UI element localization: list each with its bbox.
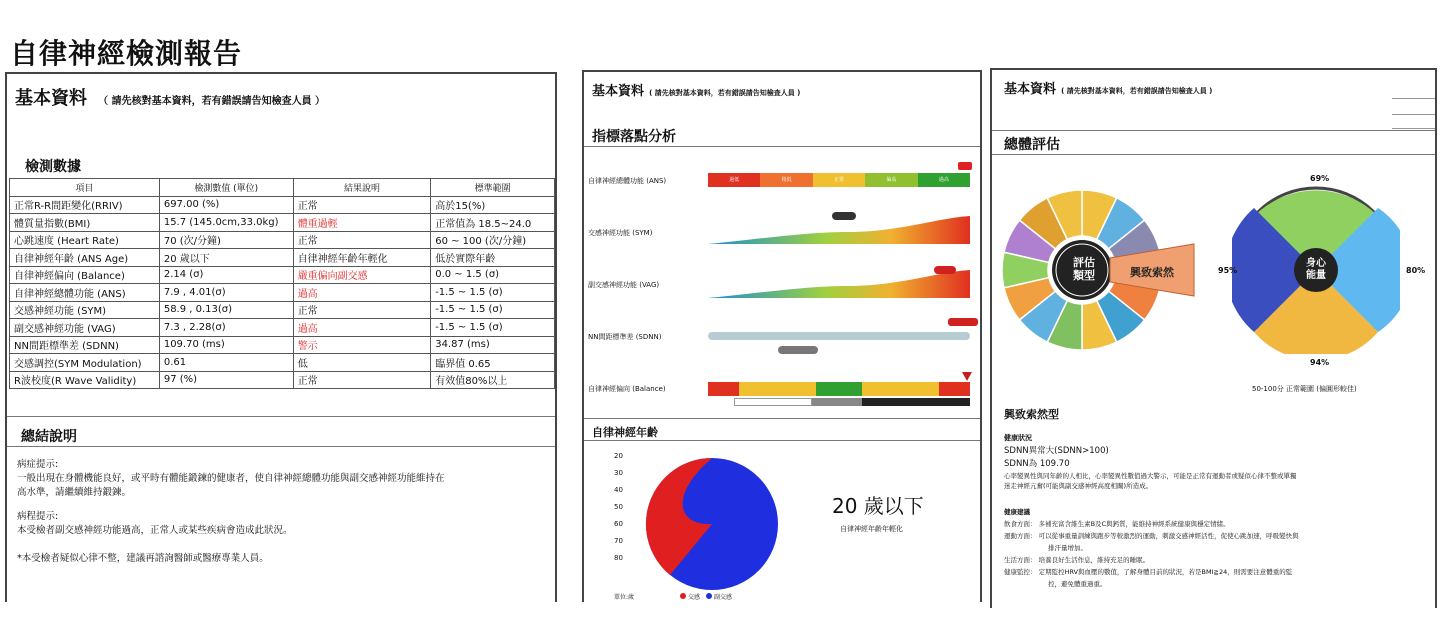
data-heading: 檢測數據	[25, 159, 81, 175]
table-cell: 有效值80%以上	[431, 371, 555, 389]
table-cell: 正常	[293, 371, 431, 389]
data-table	[9, 178, 555, 389]
ans-bar	[708, 173, 970, 187]
table-header: 標準範圍	[431, 179, 555, 197]
advice-line: 排汗量增加。	[1048, 544, 1087, 552]
age-tick: 20	[614, 452, 623, 460]
table-cell: 臨界值 0.65	[431, 354, 555, 372]
summary-line: 病症提示:	[17, 459, 59, 470]
assessment-wheel	[998, 180, 1228, 360]
age-pie	[638, 456, 786, 592]
ans-bar-seg: 過高	[918, 173, 970, 187]
ans-bar-seg: 偏高	[865, 173, 917, 187]
wheel-center: 評估類型	[1073, 256, 1095, 282]
metric-label-sym: 交感神經功能 (SYM)	[588, 229, 653, 237]
sym-marker	[832, 212, 856, 220]
range-caption: 50-100分 正常範圍 (偏圓形較佳)	[1252, 385, 1357, 393]
table-cell: 正常	[293, 231, 431, 249]
table-row	[10, 301, 555, 319]
overall-assessment-panel	[990, 68, 1437, 608]
table-row	[10, 319, 555, 337]
summary-line: *本受檢者疑似心律不整，建議再諮詢醫師或醫療專業人員。	[17, 553, 269, 564]
table-cell: 97 (%)	[159, 371, 293, 389]
legend-sym: 交感	[688, 594, 701, 601]
age-heading: 自律神經年齡	[592, 426, 658, 439]
summary-line: 高水準，請繼續維持鍛鍊。	[17, 487, 132, 498]
table-cell: 過高	[293, 319, 431, 337]
table-cell: 體重過輕	[293, 214, 431, 232]
basic-info-note: ( 請先核對基本資料，若有錯誤請告知檢查人員 )	[1061, 87, 1213, 95]
metric-label-ans: 自律神經總體功能 (ANS)	[588, 177, 667, 185]
pct-left: 95%	[1218, 266, 1238, 275]
table-row	[10, 371, 555, 389]
table-cell: -1.5 ~ 1.5 (σ)	[431, 319, 555, 337]
table-cell: 自律神經偏向 (Balance)	[10, 266, 160, 284]
table-cell: 正常	[293, 301, 431, 319]
type-heading: 興致索然型	[1004, 408, 1059, 421]
age-caption: 自律神經年齡年輕化	[840, 525, 903, 533]
table-cell: 嚴重偏向副交感	[293, 266, 431, 284]
table-row	[10, 354, 555, 372]
ans-marker	[958, 162, 972, 170]
table-cell: -1.5 ~ 1.5 (σ)	[431, 284, 555, 302]
basic-info-heading: 基本資料	[592, 84, 645, 99]
ans-bar-seg: 過低	[708, 173, 760, 187]
pct-top: 69%	[1310, 174, 1330, 183]
unit-label: 單位:歲	[614, 594, 635, 601]
index-heading: 指標落點分析	[592, 129, 676, 145]
advice-line: 控，避免體重過重。	[1048, 580, 1107, 588]
table-row	[10, 249, 555, 267]
sdnn-marker	[948, 318, 978, 326]
summary-line: 一般出現在身體機能良好，或平時有體能鍛鍊的健康者，使自律神經總體功能與副交感神經功能維持在	[17, 473, 445, 484]
advice-heading: 健康建議	[1004, 508, 1030, 516]
status-line: 迷走神經亢奮(可能與副交感神經高度相關)所造成。	[1004, 482, 1153, 490]
age-tick: 50	[614, 503, 623, 511]
table-cell: 正常	[293, 196, 431, 214]
health-status	[1004, 432, 1434, 491]
table-cell: 過高	[293, 284, 431, 302]
table-cell: 20 歲以下	[159, 249, 293, 267]
basic-info-note: （ 請先核對基本資料，若有錯誤請告知檢查人員 ）	[98, 96, 326, 107]
ans-bar-seg: 稍低	[760, 173, 812, 187]
table-cell: 15.7 (145.0cm,33.0kg)	[159, 214, 293, 232]
metric-label-vag: 副交感神經功能 (VAG)	[588, 281, 660, 289]
table-cell: 109.70 (ms)	[159, 336, 293, 354]
ans-bar-seg: 正常	[813, 173, 865, 187]
table-row	[10, 231, 555, 249]
age-legend	[680, 592, 732, 601]
table-cell: 70 (次/分鐘)	[159, 231, 293, 249]
wheel-result: 興致索然	[1130, 266, 1174, 279]
status-line: 心率變異性與同年齡的人相比，心率變異性數值過大警示，可能是正常有運動者或疑似心律不整或單獨	[1004, 472, 1297, 480]
table-header: 結果說明	[293, 179, 431, 197]
table-cell: 7.3 , 2.28(σ)	[159, 319, 293, 337]
table-row	[10, 284, 555, 302]
table-cell: 警示	[293, 336, 431, 354]
table-cell: 正常值為 18.5~24.0	[431, 214, 555, 232]
table-cell: 低於實際年齡	[431, 249, 555, 267]
table-cell: 交感調控(SYM Modulation)	[10, 354, 160, 372]
table-cell: R波校度(R Wave Validity)	[10, 371, 160, 389]
table-cell: 0.0 ~ 1.5 (σ)	[431, 266, 555, 284]
vag-wave	[708, 266, 972, 300]
balance-bar	[708, 382, 970, 396]
age-tick: 80	[614, 554, 623, 562]
basic-info-note: ( 請先核對基本資料，若有錯誤請告知檢查人員 )	[649, 89, 801, 97]
age-tick: 70	[614, 537, 623, 545]
table-cell: 0.61	[159, 354, 293, 372]
table-cell: 正常R-R間距變化(RRIV)	[10, 196, 160, 214]
table-cell: 697.00 (%)	[159, 196, 293, 214]
summary-heading: 總結說明	[21, 429, 77, 445]
age-tick: 40	[614, 486, 623, 494]
table-cell: 低	[293, 354, 431, 372]
table-header: 檢測數值 (單位)	[159, 179, 293, 197]
energy-center: 身心能量	[1306, 258, 1326, 281]
legend-vag: 副交感	[713, 594, 732, 601]
status-line: SDNN異常大(SDNN>100)	[1004, 446, 1109, 456]
report-title: 自律神經檢測報告	[10, 37, 243, 70]
table-cell: 交感神經功能 (SYM)	[10, 301, 160, 319]
table-cell: 自律神經年齡年輕化	[293, 249, 431, 267]
metric-label-balance: 自律神經偏向 (Balance)	[588, 385, 666, 393]
sdnn-bar	[708, 332, 970, 340]
sdnn-normal-marker	[778, 346, 818, 354]
summary-text	[17, 458, 547, 566]
basic-info-heading: 基本資料	[15, 88, 87, 109]
table-cell: 心跳速度 (Heart Rate)	[10, 231, 160, 249]
table-cell: 58.9 , 0.13(σ)	[159, 301, 293, 319]
pct-bottom: 94%	[1310, 358, 1330, 367]
summary-line: 本受檢者副交感神經功能過高，正常人或某些疾病會造成此狀況。	[17, 525, 293, 536]
table-cell: 自律神經年齡 (ANS Age)	[10, 249, 160, 267]
table-row	[10, 336, 555, 354]
table-cell: -1.5 ~ 1.5 (σ)	[431, 301, 555, 319]
basic-info-panel	[5, 72, 557, 602]
metric-label-sdnn: NN間距標準差 (SDNN)	[588, 333, 662, 341]
balance-marker	[962, 372, 972, 381]
table-row	[10, 266, 555, 284]
advice-line: 飲食方面： 多補充富含維生素B及C與鈣質，能維持神經系統健康與穩定情緒。	[1004, 520, 1230, 528]
index-analysis-panel	[582, 70, 982, 602]
age-tick: 30	[614, 469, 623, 477]
table-cell: 7.9 , 4.01(σ)	[159, 284, 293, 302]
vag-marker	[934, 266, 956, 274]
table-cell: 體質量指數(BMI)	[10, 214, 160, 232]
table-cell: 2.14 (σ)	[159, 266, 293, 284]
table-cell: 高於15(%)	[431, 196, 555, 214]
status-line: SDNN為 109.70	[1004, 459, 1070, 469]
table-cell: 34.87 (ms)	[431, 336, 555, 354]
table-cell: 60 ~ 100 (次/分鐘)	[431, 231, 555, 249]
health-advice	[1004, 506, 1434, 590]
table-row	[10, 214, 555, 232]
age-axis	[614, 452, 623, 571]
pct-right: 80%	[1406, 266, 1426, 275]
advice-line: 運動方面： 可以從事重量訓練與跑步等較激烈的運動，刺激交感神經活性，促使心跳加速，呼吸變快與	[1004, 532, 1299, 540]
table-cell: 自律神經總體功能 (ANS)	[10, 284, 160, 302]
overall-heading: 總體評估	[1004, 137, 1060, 153]
table-cell: 副交感神經功能 (VAG)	[10, 319, 160, 337]
advice-line: 健康監控： 定期監控HRV與血壓的數值，了解身體目前的狀況，若是BMI≧24，則需要注意體重的監	[1004, 568, 1293, 576]
age-value: 20 歲以下	[832, 494, 924, 518]
table-row	[10, 196, 555, 214]
summary-line: 病程提示:	[17, 511, 59, 522]
table-header: 項目	[10, 179, 160, 197]
age-tick: 60	[614, 520, 623, 528]
health-status-heading: 健康狀況	[1004, 434, 1032, 442]
table-cell: NN間距標準差 (SDNN)	[10, 336, 160, 354]
basic-info-heading: 基本資料	[1004, 82, 1057, 97]
advice-line: 生活方面： 培養良好生活作息，維持充足的睡眠。	[1004, 556, 1150, 564]
